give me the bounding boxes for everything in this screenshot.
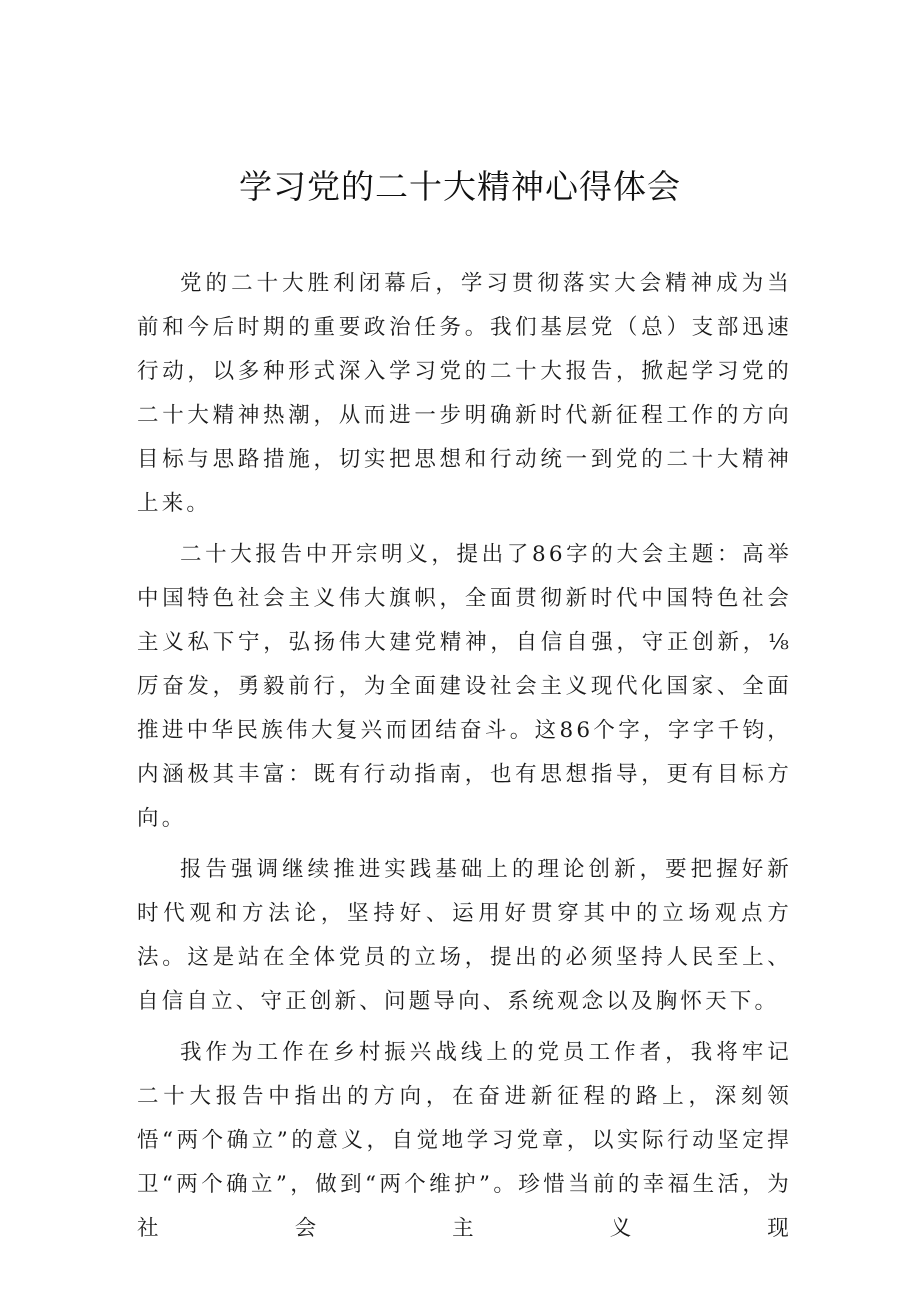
paragraph-2: 二十大报告中开宗明义，提出了86字的大会主题：高举中国特色社会主义伟大旗帜，全面贯彻新时代中国特色社会主义私下宁，弘扬伟大建党精神，自信自强，守正创新，⅛厉奋发，勇毅前行，为全面建设社会主义现代化国家、全面推进中华民族伟大复兴而团结奋斗。这86个字，字字千钧，内涵极其丰富：既有行动指南，也有思想指导，更有目标方向。	[137, 542, 792, 831]
document-title: 学习党的二十大精神心得体会	[239, 167, 681, 206]
paragraph-4: 我作为工作在乡村振兴战线上的党员工作者，我将牢记二十大报告中指出的方向，在奋进新征程的路上，深刻领悟“两个确立”的意义，自觉地学习党章，以实际行动坚定捍卫“两个确立”，做到“两个维护”。珍惜当前的幸福生活，为社会主义现	[137, 1040, 792, 1241]
document-body	[137, 262, 792, 1258]
paragraph-3: 报告强调继续推进实践基础上的理论创新，要把握好新时代观和方法论，坚持好、运用好贯穿其中的立场观点方法。这是站在全体党员的立场，提出的必须坚持人民至上、自信自立、守正创新、问题导向、系统观念以及胸怀天下。	[137, 857, 792, 1014]
paragraph-1: 党的二十大胜利闭幕后，学习贯彻落实大会精神成为当前和今后时期的重要政治任务。我们基层党（总）支部迅速行动，以多种形式深入学习党的二十大报告，掀起学习党的二十大精神热潮，从而进一步明确新时代新征程工作的方向目标与思路措施，切实把思想和行动统一到党的二十大精神上来。	[137, 271, 792, 516]
